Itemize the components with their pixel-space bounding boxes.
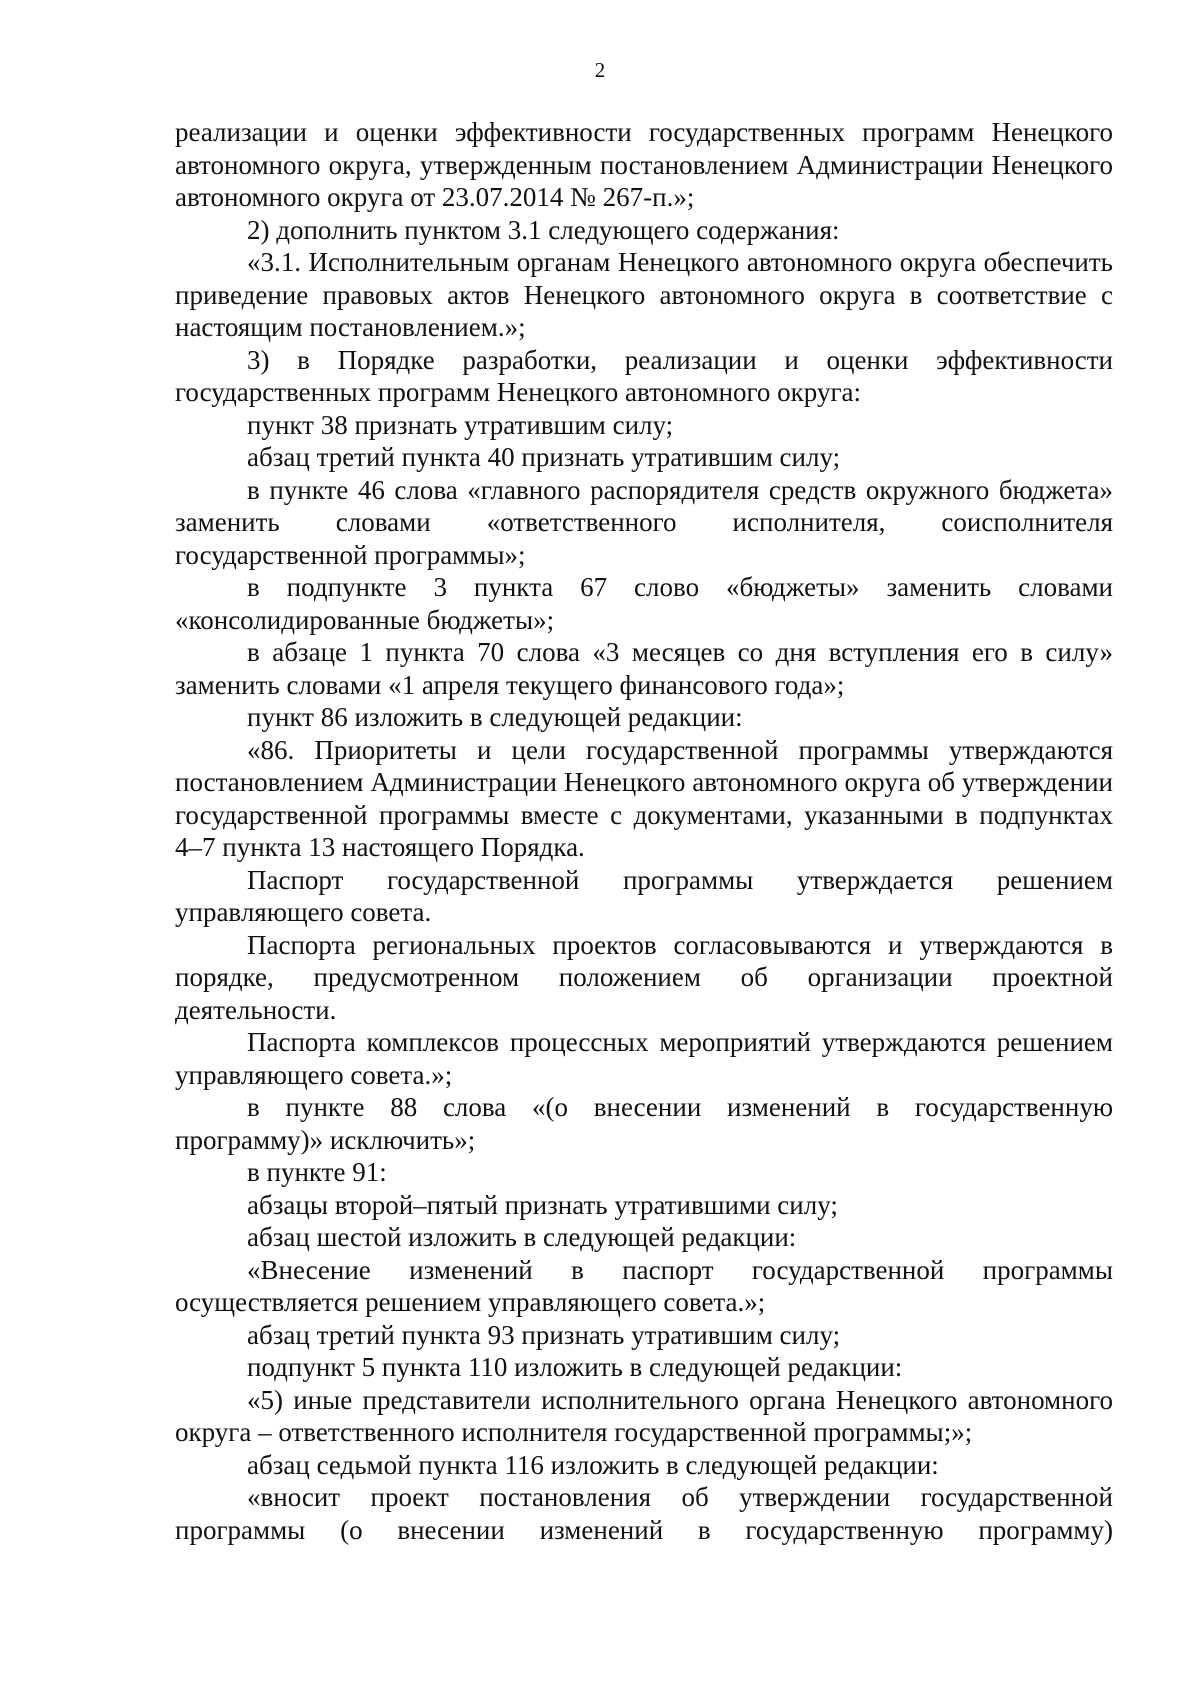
paragraph: «86. Приоритеты и цели государственной программы утверждаются постановлением Администрации Ненецкого автономного округа об утверждении государственной программы вместе с документами, указанными в подпунктах 4–7 пункта 13 настоящего Порядка. <box>175 734 1113 862</box>
paragraph: абзац третий пункта 93 признать утратившим силу; <box>247 1319 841 1350</box>
paragraph: абзац шестой изложить в следующей редакции: <box>247 1222 797 1252</box>
page-number: 2 <box>594 58 606 82</box>
paragraph: реализации и оценки эффективности государственных программ Ненецкого автономного округа, утвержденным постановлением Администрации Ненецкого автономного округа от 23.07.2014 № 267-п.»; <box>175 117 1113 212</box>
paragraph: подпункт 5 пункта 110 изложить в следующей редакции: <box>247 1352 903 1382</box>
paragraph: абзацы второй–пятый признать утратившими силу; <box>247 1189 838 1220</box>
paragraph: Паспорта комплексов процессных мероприятий утверждаются решением управляющего совета.»; <box>175 1027 1113 1090</box>
paragraph: «Внесение изменений в паспорт государственной программы осуществляется решением управляющего совета.»; <box>175 1254 1113 1317</box>
paragraph: в абзаце 1 пункта 70 слова «3 месяцев со дня вступления его в силу» заменить словами «1 апреля текущего финансового года»; <box>175 637 1113 700</box>
paragraph: «вносит проект постановления об утверждении государственной программы (о внесении изменений в государственную программу) <box>175 1482 1113 1545</box>
paragraph: 2) дополнить пунктом 3.1 следующего содержания: <box>247 214 840 245</box>
paragraph: пункт 86 изложить в следующей редакции: <box>247 702 743 732</box>
paragraph: 3) в Порядке разработки, реализации и оценки эффективности государственных программ Ненецкого автономного округа: <box>175 344 1113 407</box>
paragraph: в пункте 46 слова «главного распорядителя средств окружного бюджета» заменить словами «ответственного исполнителя, соисполнителя государственной программы»; <box>175 474 1113 570</box>
paragraph: Паспорта региональных проектов согласовываются и утверждаются в порядке, предусмотренном положением об организации проектной деятельности. <box>175 929 1113 1025</box>
paragraph: «5) иные представители исполнительного органа Ненецкого автономного округа – ответственного исполнителя государственной программы;»; <box>175 1384 1113 1447</box>
paragraph: в пункте 88 слова «(о внесении изменений в государственную программу)» исключить»; <box>175 1092 1113 1155</box>
document-body <box>175 116 1113 1546</box>
paragraph: в подпункте 3 пункта 67 слово «бюджеты» заменить словами «консолидированные бюджеты»; <box>175 572 1113 635</box>
paragraph: Паспорт государственной программы утверждается решением управляющего совета. <box>175 864 1113 927</box>
paragraph: в пункте 91: <box>247 1157 387 1187</box>
paragraph: абзац седьмой пункта 116 изложить в следующей редакции: <box>247 1449 939 1480</box>
paragraph: абзац третий пункта 40 признать утратившим силу; <box>247 442 841 472</box>
paragraph: «3.1. Исполнительным органам Ненецкого автономного округа обеспечить приведение правовых актов Ненецкого автономного округа в соответствие с настоящим постановлением.»; <box>175 247 1113 342</box>
paragraph: пункт 38 признать утратившим силу; <box>247 409 674 440</box>
